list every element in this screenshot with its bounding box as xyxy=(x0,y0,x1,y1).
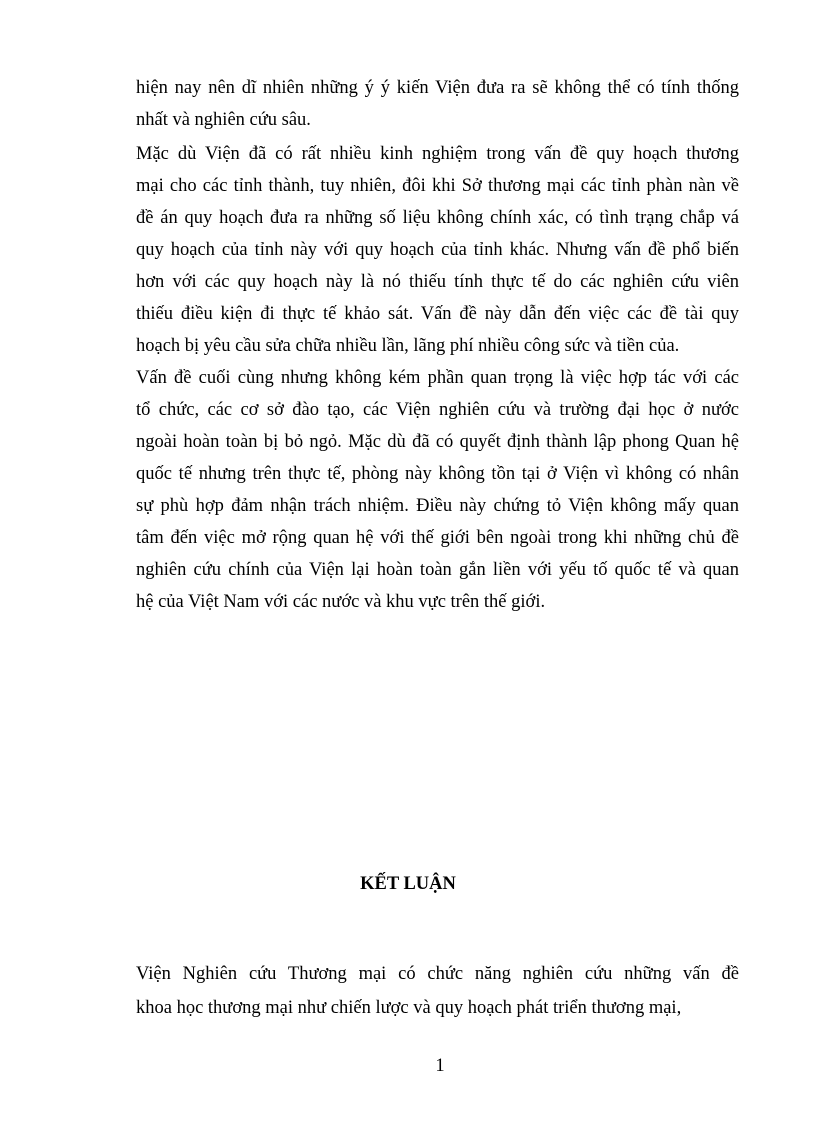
body-line: Mặc dù Viện đã có rất nhiều kinh nghiệm trong vấn đề quy hoạch thương xyxy=(136,144,739,164)
body-line: Vấn đề cuối cùng nhưng không kém phần quan trọng là việc hợp tác với các xyxy=(136,368,739,388)
body-line: hơn với các quy hoạch này là nó thiếu tính thực tế do các nghiên cứu viên xyxy=(136,272,739,292)
body-line: đề án quy hoạch đưa ra những số liệu không chính xác, có tình trạng chắp vá xyxy=(136,208,739,228)
body-line: hiện nay nên dĩ nhiên những ý ý kiến Viện đưa ra sẽ không thể có tính thống xyxy=(136,78,739,98)
body-line: ngoài hoàn toàn bị bỏ ngỏ. Mặc dù đã có quyết định thành lập phong Quan hệ xyxy=(136,432,739,452)
conclusion-line: Viện Nghiên cứu Thương mại có chức năng nghiên cứu những vấn đề xyxy=(136,964,739,984)
page-number: 1 xyxy=(435,1056,445,1076)
conclusion-heading: KẾT LUẬN xyxy=(360,874,456,894)
body-line: hoạch bị yêu cầu sửa chữa nhiều lần, lãng phí nhiều công sức và tiền của. xyxy=(136,336,680,356)
body-line: nghiên cứu chính của Viện lại hoàn toàn gắn liền với yếu tố quốc tế và quan xyxy=(136,560,739,580)
body-line: tâm đến việc mở rộng quan hệ với thế giới bên ngoài trong khi những chủ đề xyxy=(136,528,739,548)
body-line: mại cho các tỉnh thành, tuy nhiên, đôi khi Sở thương mại các tỉnh phàn nàn về xyxy=(136,176,739,196)
conclusion-line: khoa học thương mại như chiến lược và quy hoạch phát triển thương mại, xyxy=(136,998,682,1018)
body-line: sự phù hợp đảm nhận trách nhiệm. Điều này chứng tỏ Viện không mấy quan xyxy=(136,496,739,516)
body-line: quy hoạch của tỉnh này với quy hoạch của tỉnh khác. Nhưng vấn đề phổ biến xyxy=(136,240,739,260)
body-line: hệ của Việt Nam với các nước và khu vực trên thế giới. xyxy=(136,592,546,612)
body-line: thiếu điều kiện đi thực tế khảo sát. Vấn đề này dẫn đến việc các đề tài quy xyxy=(136,304,739,324)
body-line: nhất và nghiên cứu sâu. xyxy=(136,110,311,130)
body-line: tổ chức, các cơ sở đào tạo, các Viện nghiên cứu và trường đại học ở nước xyxy=(136,400,739,420)
body-line: quốc tế nhưng trên thực tế, phòng này không tồn tại ở Viện vì không có nhân xyxy=(136,464,739,484)
